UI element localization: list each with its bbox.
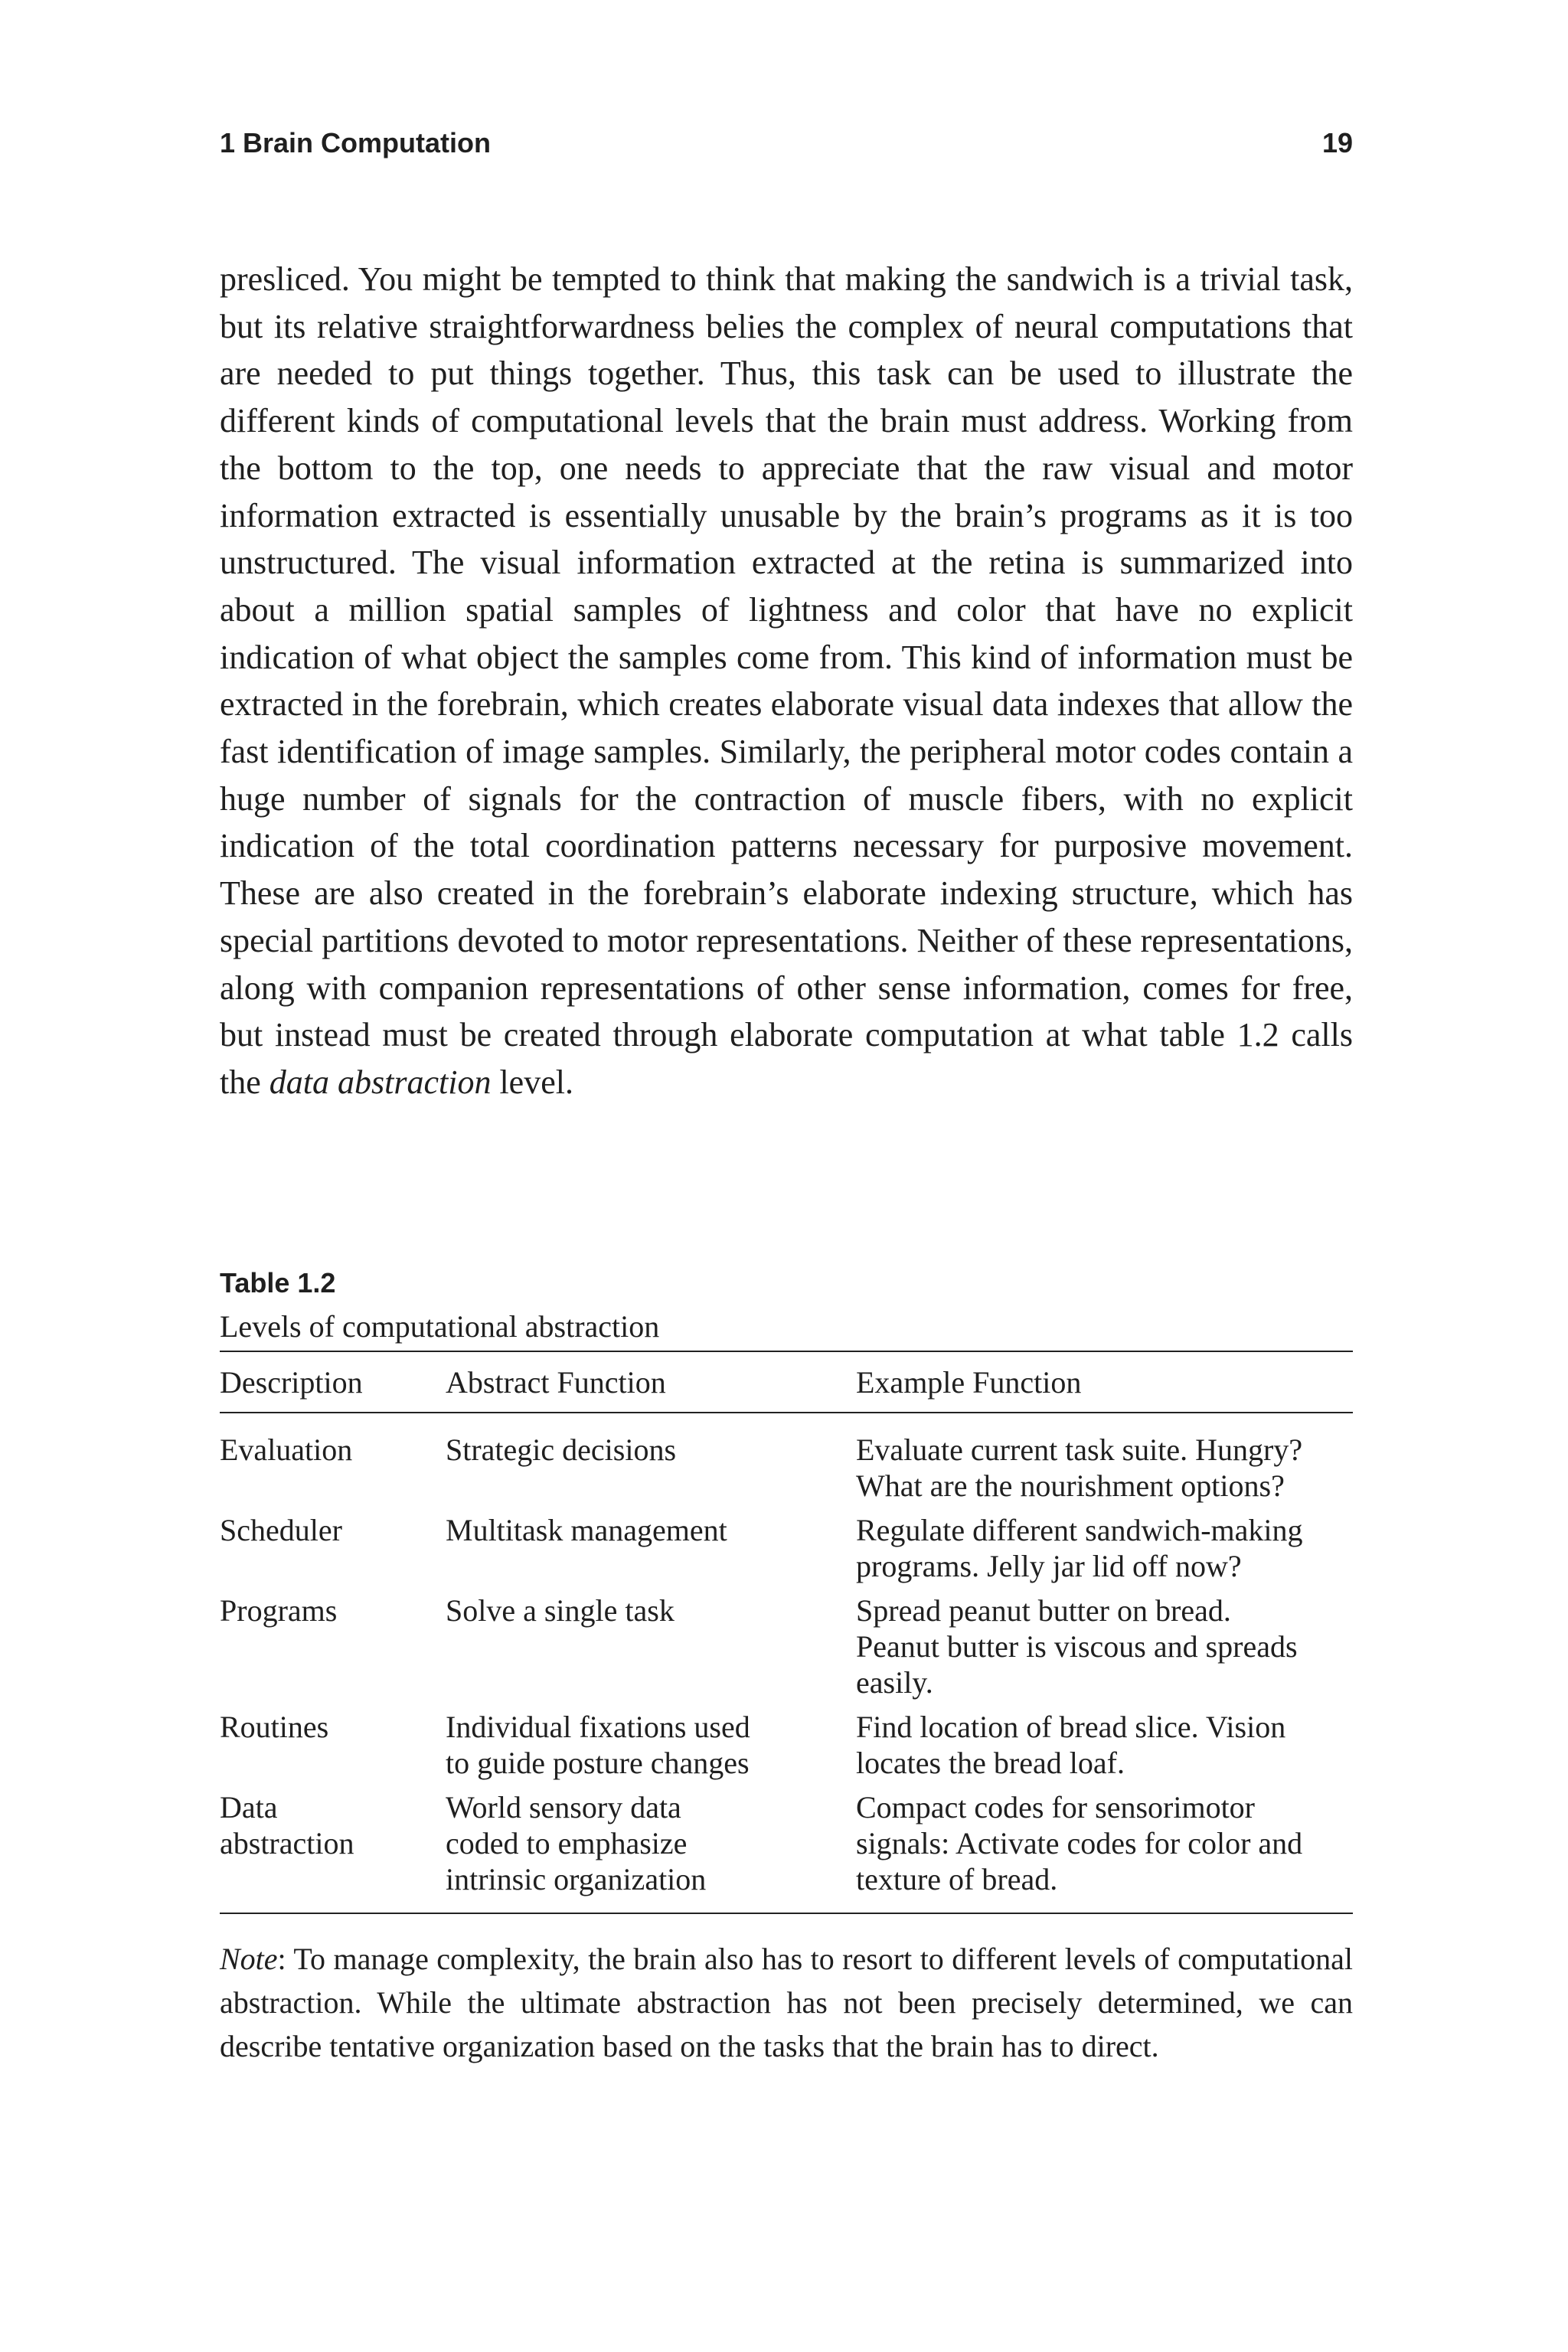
table-note-text: : To manage complexity, the brain also has to resort to different levels of computational abstraction. While the ultimate abstraction has not been precisely determined, we can describe tentative organization based on the tasks that the brain has to direct. xyxy=(220,1942,1353,2063)
cell-line: Routines xyxy=(220,1710,329,1744)
abstraction-levels-table xyxy=(220,1351,1353,1914)
cell-line: texture of bread. xyxy=(856,1862,1058,1896)
body-paragraph-end: level. xyxy=(499,1063,573,1101)
cell-line: What are the nourishment options? xyxy=(856,1468,1285,1503)
table-label: Table 1.2 xyxy=(220,1267,336,1298)
table-caption: Levels of computational abstraction xyxy=(220,1309,660,1344)
cell-abstract-function xyxy=(446,1592,856,1709)
cell-example-function xyxy=(856,1789,1353,1913)
cell-description xyxy=(220,1592,446,1709)
cell-example-function xyxy=(856,1709,1353,1789)
cell-line: intrinsic organization xyxy=(446,1862,707,1896)
cell-line: Regulate different sandwich-making xyxy=(856,1513,1303,1547)
body-paragraph xyxy=(220,256,1353,1106)
cell-line: Spread peanut butter on bread. xyxy=(856,1593,1231,1628)
cell-abstract-function xyxy=(446,1512,856,1592)
cell-line: signals: Activate codes for color and xyxy=(856,1826,1303,1860)
cell-line: coded to emphasize xyxy=(446,1826,688,1860)
cell-line: to guide posture changes xyxy=(446,1746,750,1780)
cell-line: Find location of bread slice. Vision xyxy=(856,1710,1286,1744)
cell-line: programs. Jelly jar lid off now? xyxy=(856,1549,1242,1583)
cell-line: Compact codes for sensorimotor xyxy=(856,1790,1255,1824)
chapter-title: 1 Brain Computation xyxy=(220,127,492,158)
cell-line: locates the bread loaf. xyxy=(856,1746,1125,1780)
header-abstract-function: Abstract Function xyxy=(446,1365,666,1400)
cell-example-function xyxy=(856,1592,1353,1709)
cell-line: Data xyxy=(220,1790,278,1824)
table-note xyxy=(220,1937,1353,2068)
cell-abstract-function xyxy=(446,1413,856,1512)
cell-example-function xyxy=(856,1512,1353,1592)
cell-description xyxy=(220,1512,446,1592)
cell-line: Solve a single task xyxy=(446,1593,675,1628)
cell-description xyxy=(220,1789,446,1913)
body-paragraph-emphasis: data abstraction xyxy=(269,1063,492,1101)
cell-line: Programs xyxy=(220,1593,338,1628)
cell-description xyxy=(220,1413,446,1512)
table-row xyxy=(220,1512,1353,1592)
cell-abstract-function xyxy=(446,1709,856,1789)
cell-line: Multitask management xyxy=(446,1513,727,1547)
cell-example-function xyxy=(856,1413,1353,1512)
page-number: 19 xyxy=(1321,127,1353,158)
cell-description xyxy=(220,1709,446,1789)
running-head xyxy=(220,126,1353,160)
cell-line: Evaluation xyxy=(220,1432,353,1467)
table-row xyxy=(220,1709,1353,1789)
body-paragraph-text: presliced. You might be tempted to think that making the sandwich is a trivial task, but its relative straightforwardness belies the complex of neural computations that are needed to put things together. Thus, this task can be used to illustrate the different kinds of computational levels that the brain must address. Working from the bottom to the top, one needs to appreciate that the raw visual and motor information extracted is essentially unusable by the brain’s programs as it is too unstructured. The visual information extracted at the retina is summarized into about a million spatial samples of lightness and color that have no explicit indication of what object the samples come from. This kind of information must be extracted in the forebrain, which creates elaborate visual data indexes that allow the fast identification of image samples. Similarly, the peripheral motor codes contain a huge number of signals for the contraction of muscle fibers, with no explicit indication of the total coordination patterns necessary for purposive movement. These are also created in the forebrain’s elaborate indexing structure, which has special partitions devoted to motor representations. Neither of these representations, along with companion representations of other sense information, comes for free, but instead must be created through elaborate computation at what table 1.2 calls the xyxy=(220,260,1353,1101)
book-page xyxy=(220,0,1353,2352)
cell-line: World sensory data xyxy=(446,1790,681,1824)
table-note-label: Note xyxy=(220,1942,278,1976)
cell-line: easily. xyxy=(856,1665,933,1700)
table-row xyxy=(220,1789,1353,1913)
cell-line: Evaluate current task suite. Hungry? xyxy=(856,1432,1303,1467)
header-example-function: Example Function xyxy=(856,1365,1082,1400)
cell-line: Strategic decisions xyxy=(446,1432,677,1467)
table-header-row xyxy=(220,1351,1353,1413)
header-description: Description xyxy=(220,1365,363,1400)
table-row xyxy=(220,1413,1353,1512)
cell-abstract-function xyxy=(446,1789,856,1913)
cell-line: abstraction xyxy=(220,1826,354,1860)
cell-line: Scheduler xyxy=(220,1513,342,1547)
table-row xyxy=(220,1592,1353,1709)
cell-line: Peanut butter is viscous and spreads xyxy=(856,1629,1298,1664)
cell-line: Individual fixations used xyxy=(446,1710,750,1744)
